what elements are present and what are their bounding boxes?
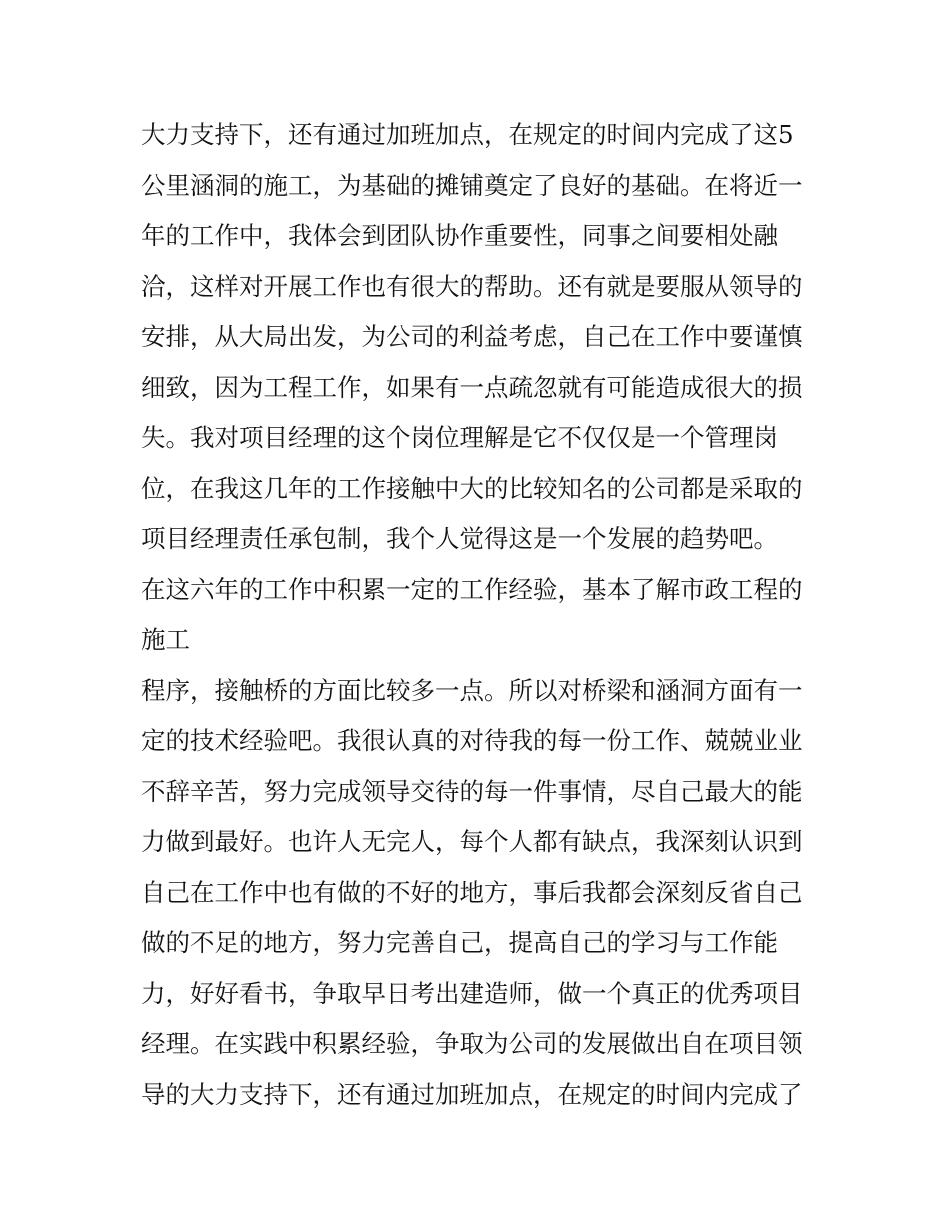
text-line: 在这六年的工作中积累一定的工作经验，基本了解市政工程的 — [141, 574, 803, 604]
text-line: 年的工作中，我体会到团队协作重要性，同事之间要相处融 — [141, 221, 778, 250]
text-line: 大力支持下，还有通过加班加点，在规定的时间内完成了这5 — [141, 120, 794, 149]
text-line: 自己在工作中也有做的不好的地方，事后我都会深刻反省自己 — [141, 877, 803, 907]
text-line: 不辞辛苦，努力完成领导交待的每一件事情，尽自己最大的能 — [141, 776, 803, 806]
text-line: 细致，因为工程工作，如果有一点疏忽就有可能造成很大的损 — [141, 372, 803, 402]
text-line: 项目经理责任承包制，我个人觉得这是一个发展的趋势吧。 — [141, 524, 778, 553]
text-line: 洽，这样对开展工作也有很大的帮助。还有就是要服从领导的 — [141, 271, 803, 301]
text-line: 定的技术经验吧。我很认真的对待我的每一份工作、兢兢业业 — [141, 726, 803, 755]
text-line: 导的大力支持下，还有通过加班加点，在规定的时间内完成了 — [141, 1079, 803, 1109]
text-line: 安排，从大局出发，为公司的利益考虑，自己在工作中要谨慎 — [141, 322, 803, 351]
body-text — [141, 110, 821, 1120]
text-line: 施工 — [141, 625, 190, 654]
text-line: 力，好好看书，争取早日考出建造师，做一个真正的优秀项目 — [141, 978, 803, 1008]
text-line: 做的不足的地方，努力完善自己，提高自己的学习与工作能 — [141, 928, 778, 957]
text-line: 程序，接触桥的方面比较多一点。所以对桥梁和涵洞方面有一 — [141, 675, 803, 705]
text-line: 失。我对项目经理的这个岗位理解是它不仅仅是一个管理岗 — [141, 423, 778, 452]
text-line: 公里涵洞的施工，为基础的摊铺奠定了良好的基础。在将近一 — [141, 170, 803, 200]
text-line: 经理。在实践中积累经验，争取为公司的发展做出自在项目领 — [141, 1029, 803, 1058]
text-line: 位，在我这几年的工作接触中大的比较知名的公司都是采取的 — [141, 473, 803, 503]
text-line: 力做到最好。也许人无完人，每个人都有缺点，我深刻认识到 — [141, 827, 803, 856]
